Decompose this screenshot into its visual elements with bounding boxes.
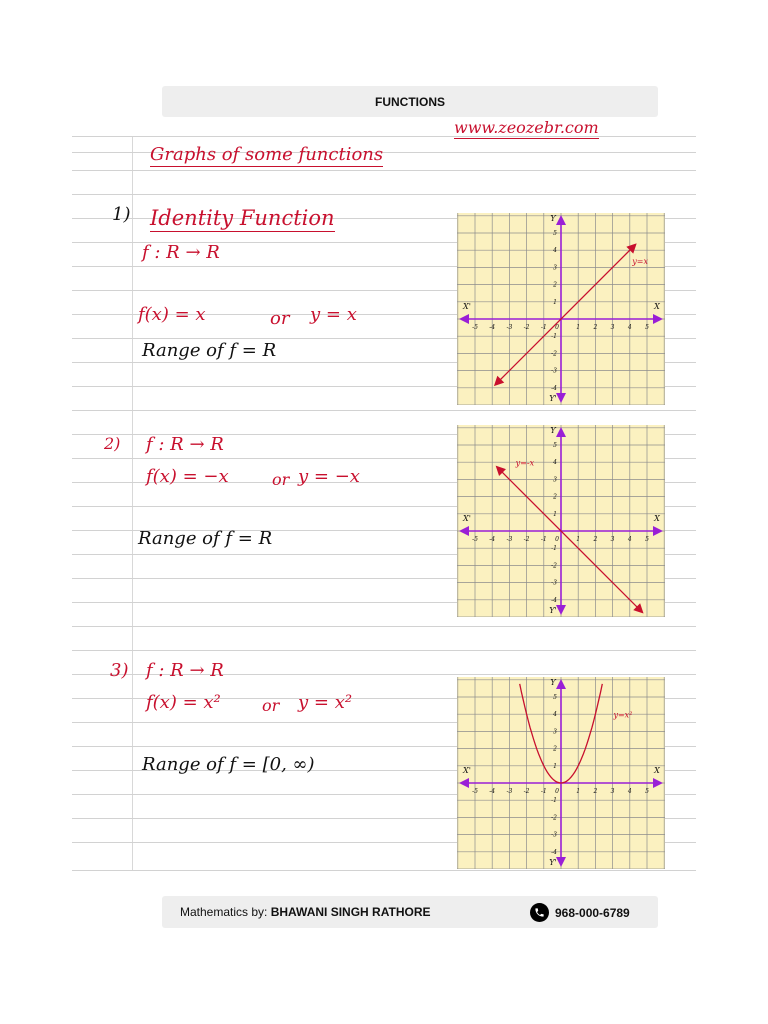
section-2-number: 2) (104, 434, 121, 453)
phone-number: 968-000-6789 (555, 905, 630, 920)
section-1-number: 1) (112, 204, 131, 225)
x-prime-axis-label: X' (463, 766, 471, 775)
section-2-definition: f(x) = −x (146, 466, 229, 487)
curve-label: y=-x (515, 458, 535, 468)
x-tick-label: 3 (610, 788, 615, 795)
x-tick-label: -5 (472, 788, 478, 795)
y-tick-label: -1 (551, 545, 557, 553)
y-tick-label: 2 (553, 745, 557, 753)
footer-bar (162, 896, 658, 928)
y-tick-label: -1 (551, 333, 557, 341)
notes-heading: Graphs of some functions (150, 144, 384, 165)
y-tick-label: -3 (551, 831, 557, 839)
x-tick-label: -5 (472, 536, 478, 543)
x-tick-label: -1 (540, 536, 547, 543)
margin-line (132, 136, 133, 870)
section-1-title: Identity Function (150, 206, 335, 230)
x-tick-label: 2 (593, 536, 598, 543)
y-tick-label: -3 (551, 579, 557, 587)
x-axis-label: X (654, 514, 660, 523)
y-tick-label: 3 (553, 264, 557, 272)
y-tick-label: 1 (553, 510, 557, 518)
y-tick-label: 4 (553, 711, 557, 719)
phone-icon (530, 903, 549, 922)
section-1-mapping: f : R → R (142, 242, 220, 263)
y-axis-label: Y (550, 214, 556, 223)
x-tick-label: 4 (627, 788, 632, 795)
x-tick-label: -3 (506, 324, 513, 331)
y-tick-label: -2 (551, 562, 557, 570)
x-tick-label: 2 (593, 788, 598, 795)
section-1-range: Range of f = R (142, 340, 277, 361)
y-prime-axis-label: Y' (549, 394, 557, 403)
page-title: FUNCTIONS (375, 94, 445, 109)
y-tick-label: 4 (553, 247, 557, 255)
x-tick-label: -5 (472, 324, 478, 331)
y-axis-label: Y (550, 426, 556, 435)
ruled-line (72, 136, 696, 137)
x-axis-label: X (654, 766, 660, 775)
section-2-or: or (272, 470, 290, 489)
y-tick-label: -1 (551, 797, 557, 805)
y-axis-label: Y (550, 678, 556, 687)
section-3-number: 3) (110, 660, 129, 681)
x-axis-label: X (654, 302, 660, 311)
x-tick-label: -2 (523, 324, 530, 331)
ruled-line (72, 194, 696, 195)
x-tick-label: 1 (576, 324, 581, 331)
y-tick-label: 1 (553, 298, 557, 306)
footer-author (180, 905, 430, 919)
ruled-line (72, 626, 696, 627)
graph-negative-identity (457, 425, 665, 617)
x-tick-label: 4 (627, 324, 632, 331)
curve-label: y=x (632, 256, 648, 266)
y-prime-axis-label: Y' (549, 858, 557, 867)
x-tick-label: 5 (645, 324, 649, 331)
author-prefix: Mathematics by: (180, 905, 271, 919)
section-3-or: or (262, 696, 280, 715)
y-tick-label: 5 (553, 230, 557, 237)
x-tick-label: 1 (576, 788, 581, 795)
x-tick-label: 5 (645, 536, 649, 543)
x-prime-axis-label: X' (463, 302, 471, 311)
curve-label: y=x² (613, 710, 633, 720)
x-tick-label: 4 (627, 536, 632, 543)
ruled-line (72, 870, 696, 871)
x-tick-label: -4 (489, 324, 496, 331)
ruled-line (72, 650, 696, 651)
y-tick-label: -3 (551, 367, 557, 375)
section-3-definition: f(x) = x² (146, 692, 221, 713)
section-1-alt-definition: y = x (310, 304, 357, 325)
y-tick-label: 1 (553, 762, 557, 770)
x-prime-axis-label: X' (463, 514, 471, 523)
y-tick-label: 3 (553, 476, 557, 484)
x-tick-label: 3 (610, 324, 615, 331)
x-tick-label: 3 (610, 536, 615, 543)
header-title-bar (162, 86, 658, 117)
footer-contact (530, 903, 630, 922)
section-3-alt-definition: y = x² (298, 692, 353, 713)
website-url: www.zeozebr.com (454, 118, 599, 137)
graph-identity (457, 213, 665, 405)
y-tick-label: -4 (551, 596, 557, 604)
section-2-mapping: f : R → R (146, 434, 224, 455)
section-2-range: Range of f = R (138, 528, 273, 549)
x-tick-label: 0 (555, 536, 559, 543)
section-2-alt-definition: y = −x (298, 466, 360, 487)
y-tick-label: -4 (551, 848, 557, 856)
y-prime-axis-label: Y' (549, 606, 557, 615)
ruled-line (72, 410, 696, 411)
graph-square (457, 677, 665, 869)
y-tick-label: 2 (553, 493, 557, 501)
x-tick-label: 0 (555, 788, 559, 795)
x-tick-label: 0 (555, 324, 559, 331)
x-tick-label: 2 (593, 324, 598, 331)
x-tick-label: -1 (540, 324, 547, 331)
x-tick-label: -2 (523, 536, 530, 543)
x-tick-label: -2 (523, 788, 530, 795)
x-tick-label: -3 (506, 536, 513, 543)
y-tick-label: -4 (551, 384, 557, 392)
y-tick-label: 4 (553, 459, 557, 467)
y-tick-label: 5 (553, 442, 557, 449)
ruled-line (72, 170, 696, 171)
y-tick-label: 3 (553, 728, 557, 736)
x-tick-label: -3 (506, 788, 513, 795)
x-tick-label: -1 (540, 788, 547, 795)
x-tick-label: 1 (576, 536, 581, 543)
y-tick-label: -2 (551, 350, 557, 358)
x-tick-label: 5 (645, 788, 649, 795)
x-tick-label: -4 (489, 536, 496, 543)
section-1-or: or (270, 308, 290, 329)
section-3-mapping: f : R → R (146, 660, 224, 681)
y-tick-label: 2 (553, 281, 557, 289)
y-tick-label: 5 (553, 694, 557, 701)
author-name: BHAWANI SINGH RATHORE (270, 905, 431, 919)
section-3-range: Range of f = [0, ∞) (142, 754, 315, 775)
x-tick-label: -4 (489, 788, 496, 795)
y-tick-label: -2 (551, 814, 557, 822)
section-1-definition: f(x) = x (138, 304, 206, 325)
